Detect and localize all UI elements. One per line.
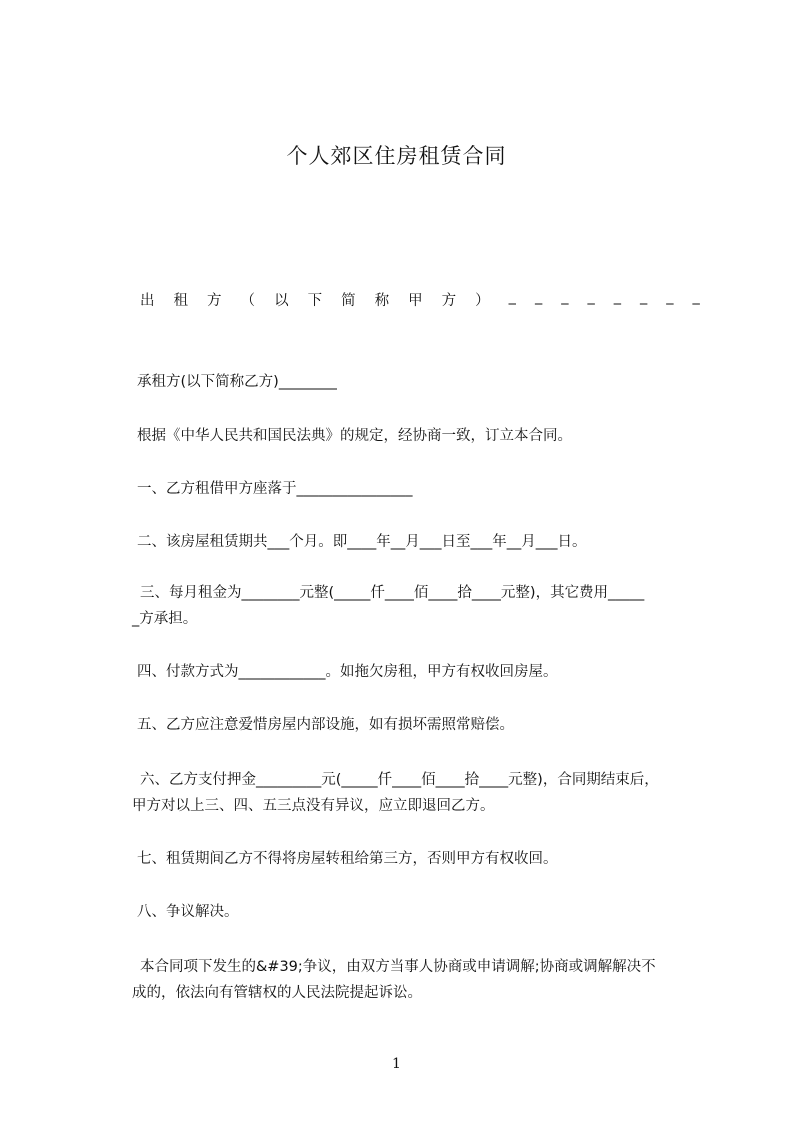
clause-3-line-1: 三、每月租金为________元整(_____仟____佰____拾____元整)，其它费用_____ [140, 585, 645, 601]
clause-5: 五、乙方应注意爱惜房屋内部设施，如有损坏需照常赔偿。 [137, 717, 514, 733]
lessor-char: _ [561, 289, 569, 305]
lessor-char: （ [240, 293, 256, 309]
intro-paragraph: 根据《中华人民共和国民法典》的规定，经协商一致，订立本合同。 [137, 428, 572, 444]
lessor-char: ） [475, 293, 490, 309]
clause-2: 二、该房屋租赁期共___个月。即____年__月___日至___年__月___日。 [137, 534, 587, 550]
clause-1: 一、乙方租借甲方座落于________________ [137, 481, 413, 497]
clause-4: 四、付款方式为____________。如拖欠房租，甲方有权收回房屋。 [137, 664, 558, 680]
lessor-char: 租 [173, 293, 189, 309]
clause-3-line-2: _方承担。 [132, 611, 198, 627]
lessor-char: _ [534, 289, 543, 305]
lessor-char: _ [587, 289, 595, 305]
lessor-char: 简 [341, 293, 356, 309]
lessor-char: 甲 [408, 293, 423, 309]
lessor-char: 方 [441, 293, 457, 309]
clause-6-line-2: 甲方对以上三、四、五三点没有异议，应立即退回乙方。 [132, 798, 495, 814]
clause-6-line-1: 六、乙方支付押金_________元(_____仟____佰____拾____元整)，合同期结束后， [140, 772, 659, 788]
clause-8: 八、争议解决。 [137, 904, 239, 920]
dispute-line-1: 本合同项下发生的&#39;争议，由双方当事人协商或申请调解;协商或调解解决不 [140, 959, 656, 975]
contract-title: 个人郊区住房租赁合同 [286, 144, 507, 168]
clause-7: 七、租赁期间乙方不得将房屋转租给第三方，否则甲方有权收回。 [137, 851, 558, 867]
lessor-line [140, 289, 700, 310]
dispute-line-2: 成的，依法向有管辖权的人民法院提起诉讼。 [132, 985, 422, 1001]
lessor-char: 以 [274, 293, 289, 309]
lessor-char: _ [613, 289, 621, 305]
lessee-line: 承租方(以下简称乙方)________ [137, 374, 337, 390]
page-number: 1 [392, 1056, 401, 1072]
lessor-char: 下 [307, 293, 323, 309]
lessor-char: 方 [207, 293, 222, 309]
lessor-char: _ [508, 289, 516, 305]
lessor-char: _ [666, 289, 674, 305]
lessor-char: _ [640, 289, 648, 305]
lessor-char: 称 [374, 293, 390, 309]
lessor-char: _ [692, 289, 700, 305]
lessor-char: 出 [140, 293, 155, 309]
